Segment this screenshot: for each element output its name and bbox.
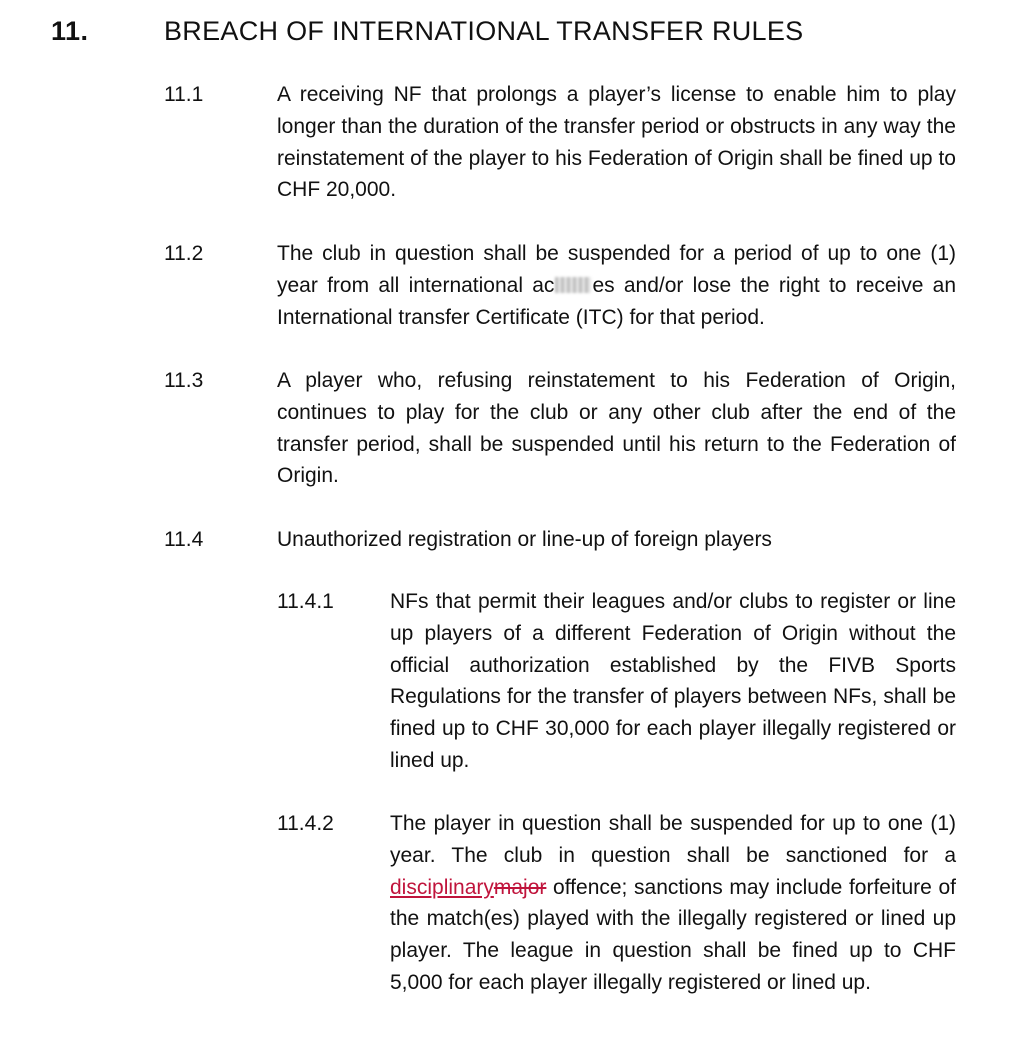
clause-text-11-3: A player who, refusing reinstatement to his Federation of Origin, continues to play for the club or any other club after the end of the transfer period, shall be suspended until his return to the Federation of Origin. [277,369,956,488]
section-number: 11. [51,16,89,46]
subclause-number-11-4-1: 11.4.1 [277,590,334,613]
clause-text-11-2 [277,238,956,333]
section-title: BREACH OF INTERNATIONAL TRANSFER RULES [164,16,804,46]
clause-text-11-4: Unauthorized registration or line-up of foreign players [277,528,772,551]
clause-number-11-2: 11.2 [164,242,204,265]
subclause-text-11-4-2-part-2: offence; sanctions may include forfeiture of the match(es) played with the illegally registered or lined up player. The league in question shall be fined up to CHF 5,000 for each player illegally registered or lined up. [390,875,956,994]
subclause-text-11-4-2 [390,808,956,999]
subclause-number-11-4-2: 11.4.2 [277,812,334,835]
clause-number-11-4: 11.4 [164,528,204,551]
subclause-text-11-4-2-part-1: The player in question shall be suspended for up to one (1) year. The club in question shall be sanctioned for a [390,812,956,867]
clause-number-11-3: 11.3 [164,369,204,392]
clause-text-11-2-part-1: The club in question shall be suspended for a period of up to one (1) year from all international ac [277,242,956,297]
deleted-text: major [493,875,547,899]
clause-number-11-1: 11.1 [164,83,204,106]
inserted-text: disciplinary [390,875,494,899]
blurred-redaction [555,277,591,293]
clause-text-11-2-part-2: es and/or lose the right to receive an International transfer Certificate (ITC) for that period. [277,273,957,329]
subclause-text-11-4-1: NFs that permit their leagues and/or clubs to register or line up players of a different Federation of Origin without the official authorization established by the FIVB Sports Regulations for the transfer of players between NFs, shall be fined up to CHF 30,000 for each player illegally registered or lined up. [390,590,956,772]
clause-text-11-1: A receiving NF that prolongs a player’s license to enable him to play longer than the duration of the transfer period or obstructs in any way the reinstatement of the player to his Federation of Origin shall be fined up to CHF 20,000. [277,83,956,202]
